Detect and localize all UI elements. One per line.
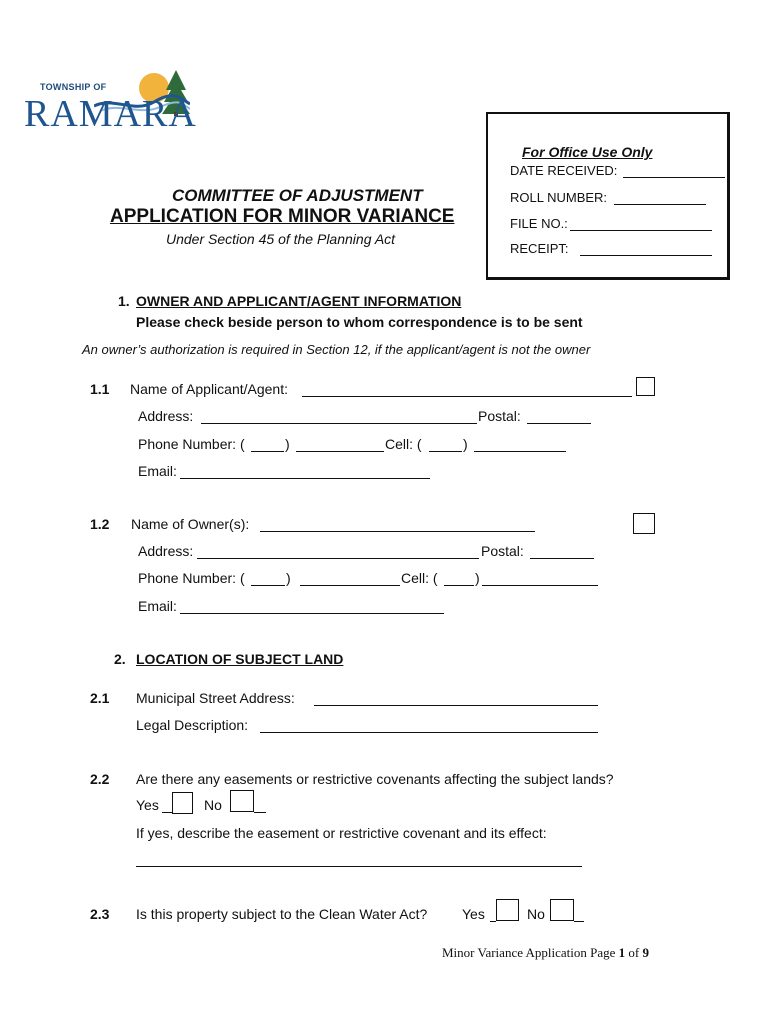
date-received-line[interactable] — [623, 177, 725, 178]
page-footer — [442, 945, 649, 961]
easements-followup: If yes, describe the easement or restrictive covenant and its effect: — [136, 825, 547, 841]
owner-address-label: Address: — [138, 543, 194, 559]
q2-3-number: 2.3 — [90, 906, 110, 922]
owner-cell-paren: ) — [475, 570, 480, 586]
owner-authorization-note: An owner’s authorization is required in Section 12, if the applicant/agent is not the owner — [82, 342, 591, 357]
street-address-label: Municipal Street Address: — [136, 690, 295, 706]
easements-yes-label: Yes — [136, 797, 159, 813]
owner-cell-area-field[interactable] — [444, 585, 474, 586]
owner-phone-label: Phone Number: ( — [138, 570, 245, 586]
easements-description-field[interactable] — [136, 866, 582, 867]
q1-1-number: 1.1 — [90, 381, 110, 397]
owner-cell-field[interactable] — [482, 585, 598, 586]
section-2-title: LOCATION OF SUBJECT LAND — [136, 651, 344, 667]
applicant-email-label: Email: — [138, 463, 177, 479]
receipt-line[interactable] — [580, 255, 712, 256]
office-use-box — [486, 112, 730, 280]
logo-big-text: RAMARA — [24, 93, 197, 135]
clean-water-yes-underline — [490, 921, 496, 922]
section-1-number: 1. — [118, 293, 130, 309]
q1-2-number: 1.2 — [90, 516, 110, 532]
township-logo — [24, 68, 197, 138]
applicant-address-label: Address: — [138, 408, 194, 424]
easements-no-underline — [254, 812, 266, 813]
file-no-line[interactable] — [570, 230, 712, 231]
applicant-phone-field[interactable] — [296, 451, 384, 452]
owner-phone-field[interactable] — [300, 585, 400, 586]
section-2-number: 2. — [114, 651, 126, 667]
clean-water-yes-label: Yes — [462, 906, 485, 922]
clean-water-no-checkbox[interactable] — [550, 899, 574, 921]
owner-postal-label: Postal: — [481, 543, 524, 559]
footer-text: Minor Variance Application Page — [442, 945, 619, 960]
easements-yes-underline — [162, 812, 172, 813]
footer-of: of — [625, 945, 643, 960]
office-use-title: For Office Use Only — [522, 144, 653, 160]
clean-water-question: Is this property subject to the Clean Water Act? — [136, 906, 428, 922]
applicant-cell-area-field[interactable] — [429, 451, 462, 452]
clean-water-no-label: No — [527, 906, 545, 922]
clean-water-no-underline — [574, 921, 584, 922]
applicant-name-label: Name of Applicant/Agent: — [130, 381, 288, 397]
owner-address-field[interactable] — [197, 558, 479, 559]
owner-name-label: Name of Owner(s): — [131, 516, 250, 532]
applicant-cell-label: Cell: ( — [385, 436, 422, 452]
file-no-label: FILE NO.: — [510, 216, 568, 231]
owner-postal-field[interactable] — [530, 558, 594, 559]
legal-description-label: Legal Description: — [136, 717, 249, 733]
applicant-phone-area-field[interactable] — [251, 451, 284, 452]
applicant-name-field[interactable] — [302, 396, 632, 397]
receipt-label: RECEIPT: — [510, 241, 569, 256]
easements-yes-checkbox[interactable] — [172, 792, 193, 814]
section-1-instruction: Please check beside person to whom correspondence is to be sent — [136, 314, 583, 330]
date-received-label: DATE RECEIVED: — [510, 163, 618, 178]
applicant-phone-label: Phone Number: ( — [138, 436, 245, 452]
applicant-email-field[interactable] — [180, 478, 430, 479]
applicant-address-field[interactable] — [201, 423, 477, 424]
footer-page-number: 1 — [618, 945, 626, 960]
application-title: APPLICATION FOR MINOR VARIANCE — [110, 206, 455, 227]
applicant-cell-paren: ) — [463, 436, 468, 452]
applicant-correspondence-checkbox[interactable] — [636, 377, 655, 396]
owner-cell-label: Cell: ( — [401, 570, 438, 586]
owner-name-field[interactable] — [260, 531, 535, 532]
easements-no-checkbox[interactable] — [230, 790, 254, 812]
owner-phone-paren: ) — [286, 570, 291, 586]
q2-1-number: 2.1 — [90, 690, 110, 706]
clean-water-yes-checkbox[interactable] — [496, 899, 519, 921]
easements-question: Are there any easements or restrictive covenants affecting the subject lands? — [136, 771, 614, 787]
planning-act-subtitle: Under Section 45 of the Planning Act — [166, 231, 396, 247]
applicant-cell-field[interactable] — [474, 451, 566, 452]
owner-email-field[interactable] — [180, 613, 444, 614]
roll-number-line[interactable] — [614, 204, 706, 205]
applicant-postal-field[interactable] — [527, 423, 591, 424]
section-1-title: OWNER AND APPLICANT/AGENT INFORMATION — [136, 293, 462, 309]
street-address-field[interactable] — [314, 705, 598, 706]
footer-page-total: 9 — [642, 945, 650, 960]
applicant-phone-paren: ) — [285, 436, 290, 452]
easements-no-label: No — [204, 797, 222, 813]
applicant-postal-label: Postal: — [478, 408, 521, 424]
owner-correspondence-checkbox[interactable] — [633, 513, 655, 534]
owner-email-label: Email: — [138, 598, 177, 614]
logo-small-text: TOWNSHIP OF — [40, 82, 107, 92]
committee-heading: COMMITTEE OF ADJUSTMENT — [172, 186, 423, 205]
q2-2-number: 2.2 — [90, 771, 110, 787]
roll-number-label: ROLL NUMBER: — [510, 190, 608, 205]
legal-description-field[interactable] — [260, 732, 598, 733]
owner-phone-area-field[interactable] — [251, 585, 285, 586]
